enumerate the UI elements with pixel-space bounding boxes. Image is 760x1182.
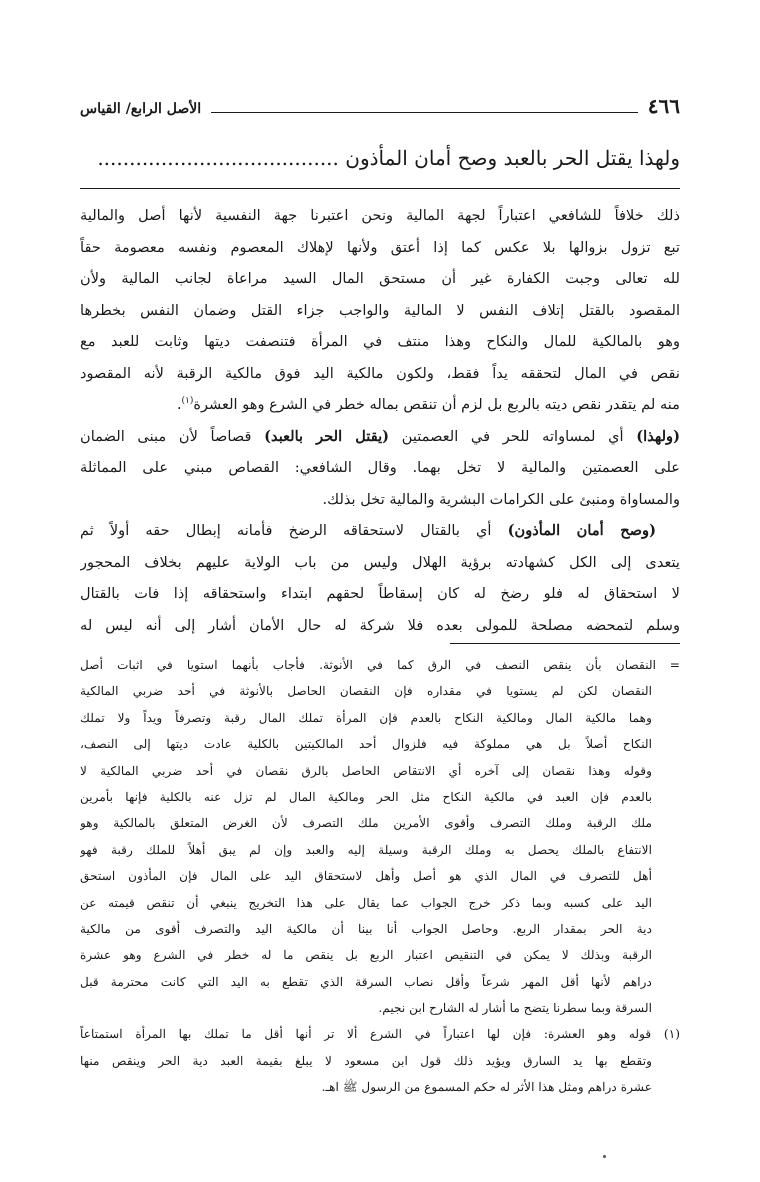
footnote-ref[interactable]: (١): [181, 396, 194, 407]
body-line: وهو بالمالكية للمال والنكاح وهذا منتف في المرأة فتنصفت ديتها وثابت للعبد مع: [80, 333, 680, 350]
body-line-text: أي بالقتال لاستحقاقه الرضخ فأمانه إبطال حقه أولاً ثم: [80, 522, 508, 539]
body-line-text: أي لمساواته للحر في العصمتين: [389, 427, 637, 445]
matn-text: ولهذا يقتل الحر بالعبد وصح أمان المأذون: [345, 146, 680, 170]
footnote-line: بالعدم فإن العبد في مالكية النكاح مثل الحر ومالكية المال لم تزل عنه بالكلية فإنها بأمرين: [80, 789, 652, 804]
footnotes: [80, 652, 680, 1101]
body-line: يتعدى إلى الكل كشهادته برؤية الهلال وليس من باب الولاية عليهم بخلاف المحجور: [80, 553, 680, 571]
body-line: تبع تزول بزوالها بلا عكس كما إذا أعتق ولأنها لإهلاك المعصوم ونفسه معصومة حقاً: [80, 238, 680, 256]
continuation-mark: =: [669, 658, 680, 672]
matn-divider: [80, 188, 680, 189]
body-line: [80, 389, 680, 421]
footnote-1-line: عشرة دراهم ومثل هذا الأثر له حكم المسموع من الرسول ﷺ اهـ.: [321, 1080, 652, 1095]
body-line: والمساواة ومنبئ على الكرامات البشرية والمالية تخل بذلك.: [322, 490, 680, 508]
body-line: نقص في المال لتحققه يداً فقط، ولكون مالكية اليد فوق مالكية الرقبة لأنه المقصود: [80, 364, 680, 382]
body-line: لله تعالى وجبت الكفارة غير أن مستحق المال السيد مراعاة لجانب المالية ولأن: [80, 270, 680, 287]
matn-quote: (يقتل الحر بالعبد): [264, 427, 390, 445]
body-line: [80, 421, 680, 453]
running-header: [80, 96, 680, 122]
print-speck: [603, 1155, 606, 1158]
footnote-line: النكاح أصلاً بل هي مملوكة فيه فلزوال أحد المالكيتين بالكلية عادت ديتها إلى النصف،: [80, 737, 652, 752]
body-line: على العصمتين والمالية لا تخل بهما. وقال الشافعي: القصاص مبني على المماثلة: [80, 459, 680, 476]
footnote-line: ملك الرقبة وملك التصرف وأقوى الأمرين ملك التصرف لأن الغرض المتعلق بالمالكية وهو: [80, 816, 652, 831]
footnote-line: الانتفاع بالملك يحصل به وملك الرقبة وسيلة إليه والعبد وإن لم يبق أهلاً للملك رقبة فهو: [80, 842, 652, 857]
body-line: [80, 515, 680, 547]
footnote-line: [80, 652, 680, 678]
footnote-line: النقصان لكن لم يستويا في مقداره فإن النقصان الحاصل بالأنوثة في أحد ضربي المالكية: [80, 684, 652, 699]
body-line: لا استحقاق له فلو رضخ له كان إسقاطاً لحقهم ابتداء واستحقاقه إذا فات بالقتال: [80, 585, 680, 602]
footnote-line: وقوله وهذا نقصان إلى آخره أي الانتقاص الحاصل بالرق نقصان في أحد ضربي المالكية لا: [80, 763, 652, 778]
footnote-line: دية الحر بمقدار الربع. وحاصل الجواب أنا بينا أن مالكية اليد والتصرف أقوى من مالكية: [80, 921, 652, 936]
page-number: ٤٦٦: [647, 94, 680, 118]
footnote-line: السرقة وبما سطرنا يتضح ما أشار له الشارح ابن نجيم.: [378, 1001, 652, 1016]
matn-quote: (وصح أمان المأذون): [507, 522, 657, 539]
body-line: المقصود بالقتل إتلاف النفس لا المالية والواجب جزاء القتل وضمان النفس بخطرها: [80, 301, 680, 319]
line-end-period: .: [176, 396, 182, 413]
header-rule: [211, 112, 638, 113]
footnote-line: أهل للتصرف في المال الذي هو أصل وأهل لاستحقاق اليد على المال فإن المأذون استحق: [80, 869, 652, 884]
footnote-line: اليد على كسبه وبما ذكر خرج الجواب عما يقال على هذا التخريج ينبغي أن تنقص قيمته عن: [80, 895, 652, 910]
body-line-text: منه لم يتقدر نقص ديته بالربع بل لزم أن تنقص بماله خطر في الشرع وهو العشرة: [193, 396, 680, 413]
footnote-line: الرقبة وبذلك لا يمكن في التنقيص اعتبار الربع بل ينقص ما له خطر في الشرع وهو عشرة: [80, 948, 652, 963]
body-line-text: قصاصاً لأن مبنى الضمان: [80, 427, 265, 445]
body-line: وسلم لتمحضه مصلحة للمولى بعده فلا شركة له حال الأمان أشار إلى أنه ليس له: [80, 616, 680, 634]
body-line: ذلك خلافاً للشافعي اعتباراً لجهة المالية ونحن اعتبرنا جهة النفسية لأنها أصل والمالية: [80, 207, 680, 224]
matn-line: [80, 138, 680, 178]
footnote-1-line: وتقطع بها يد السارق ويؤيد ذلك قول ابن مسعود لا يبلغ بقيمة العبد دية الحر وينقص منها: [80, 1053, 652, 1068]
matn-quote: (ولهذا): [636, 427, 680, 445]
footnote-separator: [450, 643, 680, 644]
footnote-text: النقصان بأن ينقص النصف في الرق كما في الأنوثة. فأجاب بأنهما استويا في اثبات أصل: [80, 658, 656, 672]
footnote-1-line: (١) قوله وهو العشرة: فإن لها اعتباراً في الشرع ألا تر أنها أقل ما تملك بها المرأة استمتاعاً: [80, 1027, 680, 1042]
footnote-line: دراهم لأنها أقل المهر شرعاً وأقل نصاب السرقة الذي تقطع به اليد التي كانت محترمة قبل: [80, 974, 652, 989]
header-title: الأصل الرابع/ القياس: [80, 101, 202, 117]
matn-dots: ......................................: [97, 146, 339, 170]
commentary-body: [80, 200, 680, 641]
footnote-line: وهما مالكية المال ومالكية النكاح بالعدم فإن المرأة تملك المال رقبة وتصرفاً ويداً ولا تملك: [80, 710, 652, 725]
